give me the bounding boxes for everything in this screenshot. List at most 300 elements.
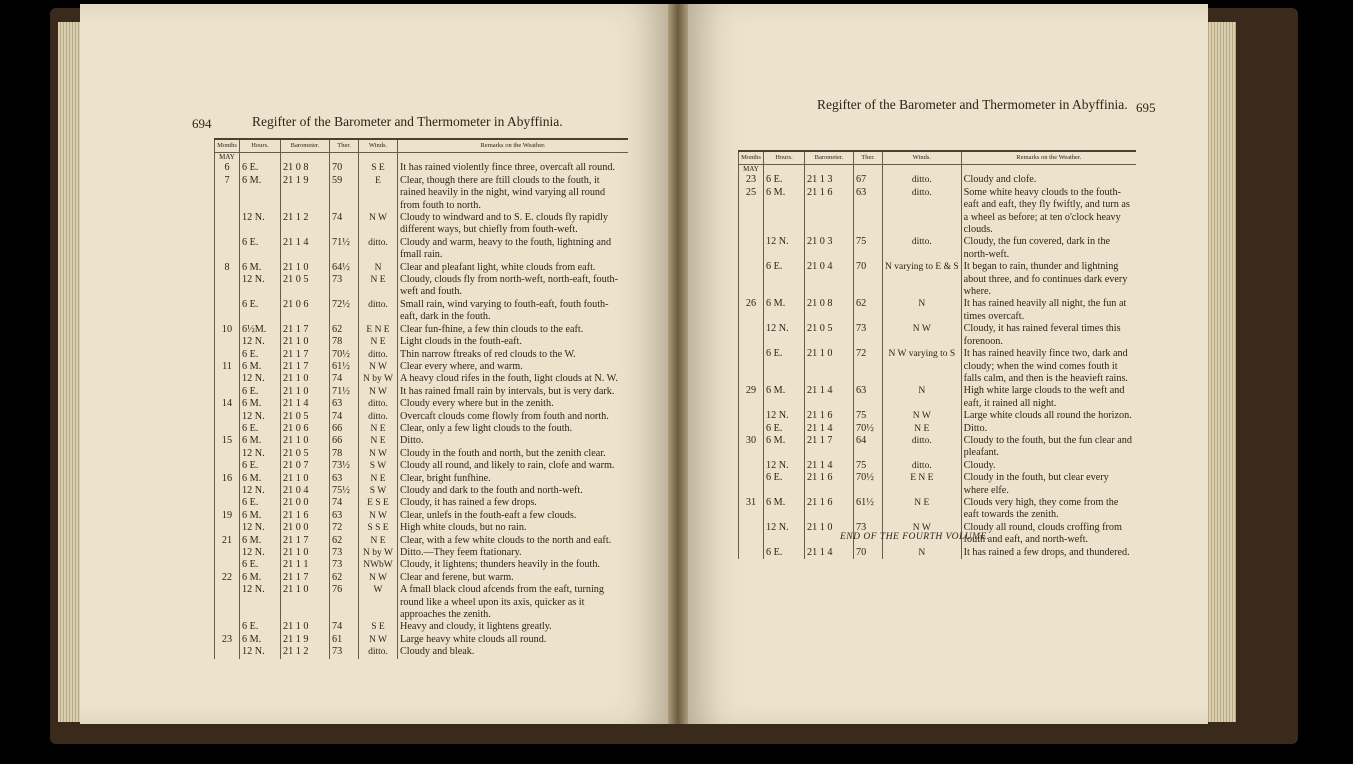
thermometer-cell: 62: [854, 298, 883, 323]
barometer-cell: 21 1 4: [805, 460, 854, 472]
hour-cell: 12 N.: [764, 323, 805, 348]
barometer-cell: 21 0 8: [281, 162, 330, 174]
barometer-cell: 21 1 3: [805, 174, 854, 186]
hour-cell: 6 M.: [240, 262, 281, 274]
hour-cell: 12 N.: [240, 485, 281, 497]
remarks-cell: It has rained heavily all night, the fun at times overcaft.: [961, 298, 1136, 323]
table-row: [215, 262, 629, 274]
hour-cell: 12 N.: [240, 411, 281, 423]
hour-cell: 6 M.: [240, 510, 281, 522]
day-cell: [739, 410, 764, 422]
wind-cell: N W varying to S: [883, 348, 962, 385]
table-row: [215, 535, 629, 547]
barometer-cell: 21 1 7: [805, 435, 854, 460]
day-cell: [215, 497, 240, 509]
right-page-number: 695: [1136, 100, 1156, 115]
barometer-cell: 21 1 0: [281, 621, 330, 633]
day-cell: [215, 349, 240, 361]
remarks-cell: Cloudy, clouds fly from north-weft, north-eaft, fouth-weft and fouth.: [398, 274, 629, 299]
remarks-cell: Cloudy to the fouth, but the fun clear and pleafant.: [961, 435, 1136, 460]
wind-cell: N W: [359, 634, 398, 646]
table-row: [739, 460, 1137, 472]
wind-cell: N W: [883, 323, 962, 348]
hour-cell: 12 N.: [240, 373, 281, 385]
barometer-cell: 21 1 2: [281, 212, 330, 237]
col-winds: Winds.: [883, 151, 962, 165]
hour-cell: 6 E.: [764, 423, 805, 435]
table-row: [739, 410, 1137, 422]
barometer-cell: 21 1 7: [281, 361, 330, 373]
col-hours: Hours.: [764, 151, 805, 165]
hour-cell: 6 E.: [240, 162, 281, 174]
table-row: [215, 162, 629, 174]
hour-cell: 12 N.: [764, 236, 805, 261]
month-label: MAY: [215, 153, 240, 163]
day-cell: 21: [215, 535, 240, 547]
day-cell: [739, 423, 764, 435]
col-months: Months: [215, 139, 240, 153]
thermometer-cell: 70½: [854, 423, 883, 435]
remarks-cell: Cloudy, it has rained a few drops.: [398, 497, 629, 509]
table-row: [215, 435, 629, 447]
wind-cell: NWbW: [359, 559, 398, 571]
day-cell: [215, 547, 240, 559]
thermometer-cell: 70: [330, 162, 359, 174]
thermometer-cell: 64½: [330, 262, 359, 274]
table-row: [215, 349, 629, 361]
col-winds: Winds.: [359, 139, 398, 153]
remarks-cell: Clear, with a few white clouds to the north and eaft.: [398, 535, 629, 547]
barometer-cell: 21 1 4: [805, 423, 854, 435]
hour-cell: 6 M.: [240, 435, 281, 447]
table-row: [215, 485, 629, 497]
hour-cell: 12 N.: [240, 646, 281, 658]
wind-cell: ditto.: [359, 646, 398, 658]
barometer-cell: 21 1 6: [281, 510, 330, 522]
day-cell: [739, 261, 764, 298]
col-remarks: Remarks on the Weather.: [398, 139, 629, 153]
barometer-cell: 21 1 2: [281, 646, 330, 658]
thermometer-cell: 74: [330, 411, 359, 423]
barometer-cell: 21 1 0: [805, 348, 854, 385]
remarks-cell: Cloudy and clofe.: [961, 174, 1136, 186]
hour-cell: 6 E.: [240, 497, 281, 509]
month-label: MAY: [739, 165, 764, 175]
hour-cell: 6 M.: [764, 435, 805, 460]
barometer-cell: 21 0 7: [281, 460, 330, 472]
day-cell: [215, 485, 240, 497]
day-cell: 29: [739, 385, 764, 410]
barometer-cell: 21 1 4: [281, 398, 330, 410]
table-row: [739, 323, 1137, 348]
barometer-cell: 21 1 6: [805, 497, 854, 522]
barometer-cell: 21 1 6: [805, 187, 854, 237]
thermometer-cell: 74: [330, 497, 359, 509]
wind-cell: S W: [359, 460, 398, 472]
table-row: [215, 634, 629, 646]
barometer-cell: 21 0 5: [281, 274, 330, 299]
day-cell: [739, 348, 764, 385]
barometer-cell: 21 1 7: [281, 349, 330, 361]
thermometer-cell: 63: [330, 510, 359, 522]
hour-cell: 12 N.: [240, 522, 281, 534]
remarks-cell: Heavy and cloudy, it lightens greatly.: [398, 621, 629, 633]
hour-cell: 6 E.: [764, 547, 805, 559]
table-row: [215, 175, 629, 212]
hour-cell: 12 N.: [240, 274, 281, 299]
barometer-cell: 21 0 6: [281, 299, 330, 324]
table-row: [215, 497, 629, 509]
day-cell: 26: [739, 298, 764, 323]
barometer-cell: 21 1 0: [281, 262, 330, 274]
hour-cell: 6½M.: [240, 324, 281, 336]
day-cell: 14: [215, 398, 240, 410]
table-row: [215, 621, 629, 633]
day-cell: [739, 547, 764, 559]
thermometer-cell: 61: [330, 634, 359, 646]
thermometer-cell: 70½: [330, 349, 359, 361]
remarks-cell: Clear fun-fhine, a few thin clouds to the eaft.: [398, 324, 629, 336]
thermometer-cell: 76: [330, 584, 359, 621]
thermometer-cell: 62: [330, 535, 359, 547]
wind-cell: E: [359, 175, 398, 212]
barometer-cell: 21 1 4: [281, 237, 330, 262]
col-ther: Ther.: [854, 151, 883, 165]
hour-cell: 6 E.: [764, 174, 805, 186]
barometer-cell: 21 1 0: [281, 547, 330, 559]
wind-cell: E N E: [883, 472, 962, 497]
barometer-cell: 21 0 8: [805, 298, 854, 323]
barometer-cell: 21 1 0: [281, 435, 330, 447]
day-cell: 16: [215, 473, 240, 485]
hour-cell: 6 E.: [240, 559, 281, 571]
day-cell: [215, 522, 240, 534]
table-row: [215, 448, 629, 460]
remarks-cell: It has rained fmall rain by intervals, but is very dark.: [398, 386, 629, 398]
day-cell: [215, 386, 240, 398]
barometer-cell: 21 1 4: [805, 547, 854, 559]
remarks-cell: It has rained heavily fince two, dark and cloudy; when the wind comes fouth it falls calm, and then is the heavieft rains.: [961, 348, 1136, 385]
table-row: [215, 336, 629, 348]
hour-cell: 12 N.: [240, 547, 281, 559]
wind-cell: N: [359, 262, 398, 274]
wind-cell: S E: [359, 162, 398, 174]
wind-cell: ditto.: [359, 349, 398, 361]
wind-cell: N W: [359, 386, 398, 398]
barometer-cell: 21 1 9: [281, 634, 330, 646]
remarks-cell: A fmall black cloud afcends from the eaft, turning round like a wheel upon its axis, quicker as it approaches the zenith.: [398, 584, 629, 621]
wind-cell: ditto.: [359, 237, 398, 262]
thermometer-cell: 67: [854, 174, 883, 186]
day-cell: 22: [215, 572, 240, 584]
wind-cell: ditto.: [359, 398, 398, 410]
day-cell: [215, 559, 240, 571]
table-row: [215, 572, 629, 584]
barometer-cell: 21 1 0: [281, 336, 330, 348]
table-row: [215, 460, 629, 472]
day-cell: [215, 646, 240, 658]
remarks-cell: Cloudy all round, clouds croffing from fouth and eaft, and north-weft.: [961, 522, 1136, 547]
remarks-cell: It has rained a few drops, and thundered.: [961, 547, 1136, 559]
left-running-head: Regifter of the Barometer and Thermometer in Abyffinia.: [252, 114, 563, 129]
book-gutter: [666, 4, 690, 724]
wind-cell: N E: [359, 274, 398, 299]
barometer-cell: 21 1 7: [281, 572, 330, 584]
remarks-cell: Clear every where, and warm.: [398, 361, 629, 373]
table-row: [739, 236, 1137, 261]
thermometer-cell: 75½: [330, 485, 359, 497]
hour-cell: 6 E.: [240, 386, 281, 398]
remarks-cell: Ditto.: [961, 423, 1136, 435]
hour-cell: 6 M.: [240, 535, 281, 547]
thermometer-cell: 72½: [330, 299, 359, 324]
right-running-head: Regifter of the Barometer and Thermometer in Abyffinia.: [817, 97, 1128, 112]
hour-cell: 12 N.: [240, 584, 281, 621]
hour-cell: 6 E.: [764, 348, 805, 385]
day-cell: [215, 336, 240, 348]
wind-cell: ditto.: [359, 299, 398, 324]
wind-cell: E S E: [359, 497, 398, 509]
remarks-cell: Clear, though there are ftill clouds to the fouth, it rained heavily in the night, wind varying all round from fouth to north.: [398, 175, 629, 212]
thermometer-cell: 73: [330, 274, 359, 299]
remarks-cell: Cloudy and warm, heavy to the fouth, lightning and fmall rain.: [398, 237, 629, 262]
day-cell: 31: [739, 497, 764, 522]
wind-cell: N W: [359, 510, 398, 522]
table-row: [215, 510, 629, 522]
remarks-cell: Large heavy white clouds all round.: [398, 634, 629, 646]
thermometer-cell: 62: [330, 324, 359, 336]
remarks-cell: It began to rain, thunder and lightning about three, and fo continues dark every where.: [961, 261, 1136, 298]
col-remarks: Remarks on the Weather.: [961, 151, 1136, 165]
table-row: [739, 348, 1137, 385]
day-cell: 19: [215, 510, 240, 522]
end-of-volume-note: END OF THE FOURTH VOLUME.: [840, 532, 990, 542]
hour-cell: 12 N.: [240, 448, 281, 460]
col-months: Months: [739, 151, 764, 165]
table-row: [215, 547, 629, 559]
table-row: [739, 261, 1137, 298]
table-row: [739, 435, 1137, 460]
wind-cell: N W: [359, 448, 398, 460]
thermometer-cell: 72: [854, 348, 883, 385]
hour-cell: 12 N.: [764, 460, 805, 472]
wind-cell: ditto.: [883, 236, 962, 261]
remarks-cell: Some white heavy clouds to the fouth-eaft and eaft, they fly fwiftly, and turn as a wheel as before; at ten o'clock heavy clouds.: [961, 187, 1136, 237]
wind-cell: S S E: [359, 522, 398, 534]
barometer-cell: 21 1 0: [281, 373, 330, 385]
wind-cell: N E: [883, 423, 962, 435]
thermometer-cell: 74: [330, 373, 359, 385]
wind-cell: N varying to E & S: [883, 261, 962, 298]
right-weather-table: [738, 150, 1136, 559]
remarks-cell: Clear and ferene, but warm.: [398, 572, 629, 584]
hour-cell: 6 E.: [240, 621, 281, 633]
table-row: [215, 324, 629, 336]
thermometer-cell: 63: [854, 187, 883, 237]
barometer-cell: 21 0 5: [805, 323, 854, 348]
thermometer-cell: 61½: [854, 497, 883, 522]
left-page-number: 694: [192, 116, 212, 131]
thermometer-cell: 63: [854, 385, 883, 410]
hour-cell: 6 M.: [240, 634, 281, 646]
wind-cell: S W: [359, 485, 398, 497]
thermometer-cell: 74: [330, 621, 359, 633]
table-row: [215, 299, 629, 324]
thermometer-cell: 71½: [330, 386, 359, 398]
thermometer-cell: 74: [330, 212, 359, 237]
table-row: [215, 212, 629, 237]
wind-cell: S E: [359, 621, 398, 633]
barometer-cell: 21 1 0: [281, 386, 330, 398]
wind-cell: ditto.: [883, 174, 962, 186]
day-cell: 6: [215, 162, 240, 174]
day-cell: 7: [215, 175, 240, 212]
wind-cell: ditto.: [359, 411, 398, 423]
remarks-cell: Cloudy all round, and likely to rain, clofe and warm.: [398, 460, 629, 472]
barometer-cell: 21 0 5: [281, 448, 330, 460]
table-row: [215, 473, 629, 485]
thermometer-cell: 70½: [854, 472, 883, 497]
remarks-cell: Cloudy every where but in the zenith.: [398, 398, 629, 410]
remarks-cell: Cloudy.: [961, 460, 1136, 472]
hour-cell: 6 M.: [764, 385, 805, 410]
day-cell: [215, 460, 240, 472]
table-row: [739, 298, 1137, 323]
thermometer-cell: 66: [330, 435, 359, 447]
wind-cell: ditto.: [883, 435, 962, 460]
thermometer-cell: 63: [330, 473, 359, 485]
day-cell: [215, 212, 240, 237]
day-cell: 10: [215, 324, 240, 336]
barometer-cell: 21 1 6: [805, 410, 854, 422]
table-row: [215, 646, 629, 658]
thermometer-cell: 73: [330, 547, 359, 559]
day-cell: 30: [739, 435, 764, 460]
wind-cell: N W: [359, 212, 398, 237]
day-cell: [215, 448, 240, 460]
remarks-cell: Cloudy, it has rained feveral times this forenoon.: [961, 323, 1136, 348]
wind-cell: E N E: [359, 324, 398, 336]
table-row: [215, 361, 629, 373]
day-cell: [739, 522, 764, 547]
hour-cell: 6 E.: [764, 472, 805, 497]
hour-cell: 6 E.: [764, 261, 805, 298]
thermometer-cell: 73: [330, 646, 359, 658]
hour-cell: 6 M.: [240, 175, 281, 212]
remarks-cell: Thin narrow ftreaks of red clouds to the W.: [398, 349, 629, 361]
day-cell: 8: [215, 262, 240, 274]
thermometer-cell: 66: [330, 423, 359, 435]
thermometer-cell: 62: [330, 572, 359, 584]
wind-cell: N by W: [359, 373, 398, 385]
right-page-edges: [1206, 22, 1236, 722]
barometer-cell: 21 1 0: [281, 584, 330, 621]
remarks-cell: Cloudy in the fouth and north, but the zenith clear.: [398, 448, 629, 460]
table-row: [215, 411, 629, 423]
day-cell: 15: [215, 435, 240, 447]
table-row: [215, 237, 629, 262]
day-cell: [215, 411, 240, 423]
day-cell: 23: [739, 174, 764, 186]
wind-cell: N W: [359, 572, 398, 584]
hour-cell: 6 M.: [240, 361, 281, 373]
wind-cell: ditto.: [883, 460, 962, 472]
table-row: [739, 174, 1137, 186]
left-weather-table: [214, 138, 628, 659]
table-row: [215, 584, 629, 621]
table-row: [215, 559, 629, 571]
wind-cell: N W: [359, 361, 398, 373]
wind-cell: N E: [359, 336, 398, 348]
day-cell: [739, 236, 764, 261]
thermometer-cell: 71½: [330, 237, 359, 262]
table-row: [739, 423, 1137, 435]
remarks-cell: Clear and pleafant light, white clouds from eaft.: [398, 262, 629, 274]
hour-cell: 12 N.: [764, 522, 805, 547]
wind-cell: N: [883, 298, 962, 323]
thermometer-cell: 72: [330, 522, 359, 534]
barometer-cell: 21 1 6: [805, 472, 854, 497]
remarks-cell: Overcaft clouds come flowly from fouth and north.: [398, 411, 629, 423]
wind-cell: N W: [883, 410, 962, 422]
day-cell: [739, 460, 764, 472]
table-row: [215, 423, 629, 435]
hour-cell: 6 E.: [240, 460, 281, 472]
hour-cell: 6 E.: [240, 423, 281, 435]
barometer-cell: 21 0 4: [805, 261, 854, 298]
wind-cell: N: [883, 385, 962, 410]
day-cell: [215, 237, 240, 262]
wind-cell: N: [883, 547, 962, 559]
remarks-cell: Ditto.—They feem ftationary.: [398, 547, 629, 559]
col-hours: Hours.: [240, 139, 281, 153]
remarks-cell: Ditto.: [398, 435, 629, 447]
remarks-cell: High white large clouds to the weft and eaft, it rained all night.: [961, 385, 1136, 410]
table-row: [739, 385, 1137, 410]
barometer-cell: 21 1 0: [805, 522, 854, 547]
hour-cell: 6 E.: [240, 299, 281, 324]
col-barometer: Barometer.: [281, 139, 330, 153]
hour-cell: 12 N.: [240, 336, 281, 348]
remarks-cell: Clouds very high, they come from the eaft towards the zenith.: [961, 497, 1136, 522]
hour-cell: 6 M.: [764, 298, 805, 323]
table-row: [215, 274, 629, 299]
remarks-cell: Clear, bright funfhine.: [398, 473, 629, 485]
remarks-cell: It has rained violently fince three, overcaft all round.: [398, 162, 629, 174]
barometer-cell: 21 0 0: [281, 522, 330, 534]
table-row: [739, 187, 1137, 237]
thermometer-cell: 75: [854, 410, 883, 422]
thermometer-cell: 75: [854, 236, 883, 261]
hour-cell: 12 N.: [764, 410, 805, 422]
wind-cell: N E: [359, 535, 398, 547]
thermometer-cell: 73: [854, 522, 883, 547]
table-row: [215, 522, 629, 534]
thermometer-cell: 78: [330, 336, 359, 348]
thermometer-cell: 70: [854, 261, 883, 298]
wind-cell: N E: [359, 435, 398, 447]
remarks-cell: Cloudy in the fouth, but clear every where elfe.: [961, 472, 1136, 497]
day-cell: [215, 299, 240, 324]
thermometer-cell: 61½: [330, 361, 359, 373]
barometer-cell: 21 0 5: [281, 411, 330, 423]
day-cell: [215, 373, 240, 385]
table-row: [215, 398, 629, 410]
barometer-cell: 21 0 3: [805, 236, 854, 261]
remarks-cell: Cloudy, it lightens; thunders heavily in the fouth.: [398, 559, 629, 571]
col-barometer: Barometer.: [805, 151, 854, 165]
remarks-cell: Cloudy and bleak.: [398, 646, 629, 658]
